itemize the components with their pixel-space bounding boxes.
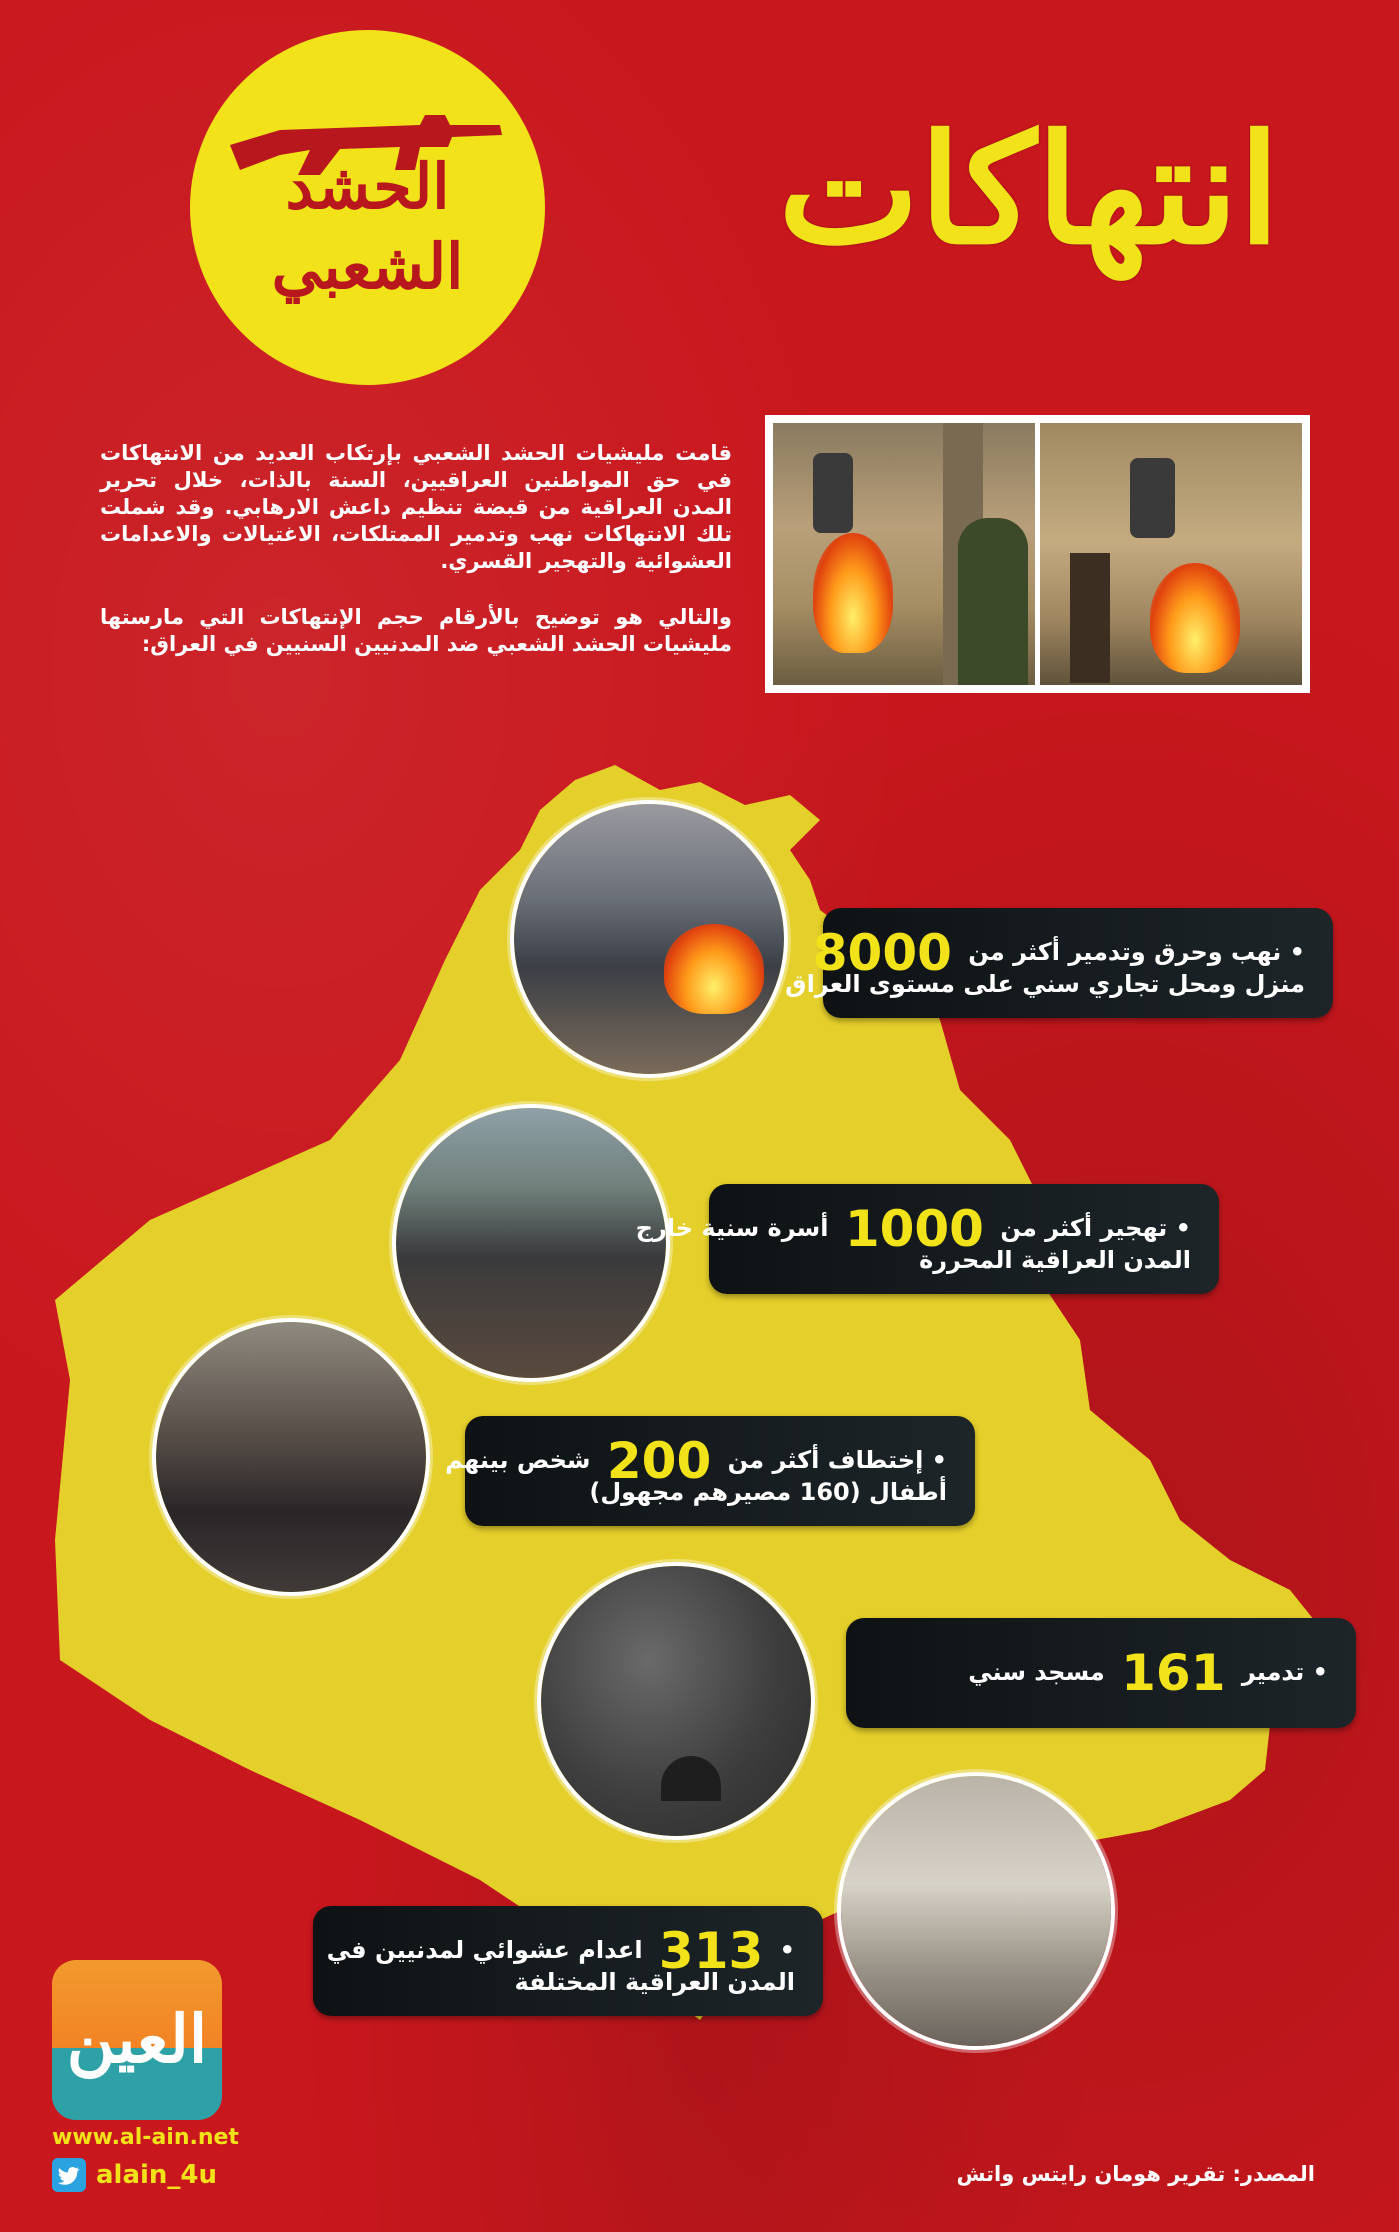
stat-detail: المدن العراقية المحررة [919, 1246, 1191, 1274]
page-title: انتهاكات [778, 102, 1280, 278]
stat-detail: منزل ومحل تجاري سني على مستوى العراق [785, 970, 1305, 998]
stat-box-executions [313, 1906, 823, 2016]
stat-text: • تهجير أكثر من [1000, 1214, 1191, 1242]
burning-photo-right [1040, 423, 1302, 685]
source-credit: المصدر: تقرير هومان رايتس واتش [956, 2162, 1315, 2186]
stat-text: • [779, 1936, 795, 1964]
stat-number: 200 [606, 1432, 712, 1490]
stat-text: • نهب وحرق وتدمير أكثر من [968, 938, 1305, 966]
stat-number: 1000 [844, 1200, 984, 1258]
intro-paragraph: قامت مليشيات الحشد الشعبي بإرتكاب العديد من الانتهاكات في حق المواطنين العراقيين، السنة بالذات، خلال تحرير المدن العراقية من قبضة تنظيم داعش الارهابي. وقد شملت تلك الانتهاكات نهب وتدمير الممتلكات، الاغتيالات والاعدامات العشوائية والتهجير القسري. [100, 441, 732, 573]
intro-summary: والتالي هو توضيح بالأرقام حجم الإنتهاكات التي مارستها مليشيات الحشد الشعبي ضد المدنيين السنيين في العراق: [100, 605, 732, 656]
hashd-logo [190, 30, 545, 385]
burning-photos-frame [765, 415, 1310, 693]
stat-text-after: شخص بينهم [445, 1446, 591, 1474]
twitter-icon [52, 2158, 86, 2192]
photo-circle-displaced-crowd [392, 1104, 670, 1382]
stat-number: 8000 [812, 924, 952, 982]
photo-circle-burning-building [510, 800, 788, 1078]
al-ain-logo [52, 1960, 222, 2120]
stat-box-looting [785, 908, 1333, 1018]
stat-number: 313 [658, 1922, 764, 1980]
stat-box-abductions [445, 1416, 975, 1526]
photo-circle-destroyed-mosque [537, 1562, 815, 1840]
stat-text-after: اعدام عشوائي لمدنيين في [326, 1936, 643, 1964]
photo-circle-executions [837, 1772, 1115, 2050]
photo-circle-abducted-child [152, 1318, 430, 1596]
stat-detail: المدن العراقية المختلفة [514, 1968, 795, 1996]
site-url-link[interactable]: www.al-ain.net [52, 2125, 239, 2150]
stat-text: • تدمير [1241, 1658, 1328, 1686]
stat-text-after: أسرة سنية خارج [635, 1214, 829, 1242]
logo-text-shaabi: الشعبي [271, 230, 464, 303]
stat-text-after: مسجد سني [968, 1658, 1105, 1686]
stat-number: 161 [1121, 1644, 1226, 1702]
stat-detail: أطفال (160 مصيرهم مجهول) [589, 1478, 947, 1506]
stat-box-mosques [846, 1618, 1356, 1728]
logo-text-hashd: الحشد [285, 150, 450, 223]
al-ain-logo-text: العين [66, 2000, 208, 2078]
twitter-handle: alain_4u [96, 2160, 218, 2190]
stat-box-displacement [635, 1184, 1219, 1294]
stat-text: • إختطاف أكثر من [727, 1446, 947, 1474]
burning-photo-left [773, 423, 1035, 685]
